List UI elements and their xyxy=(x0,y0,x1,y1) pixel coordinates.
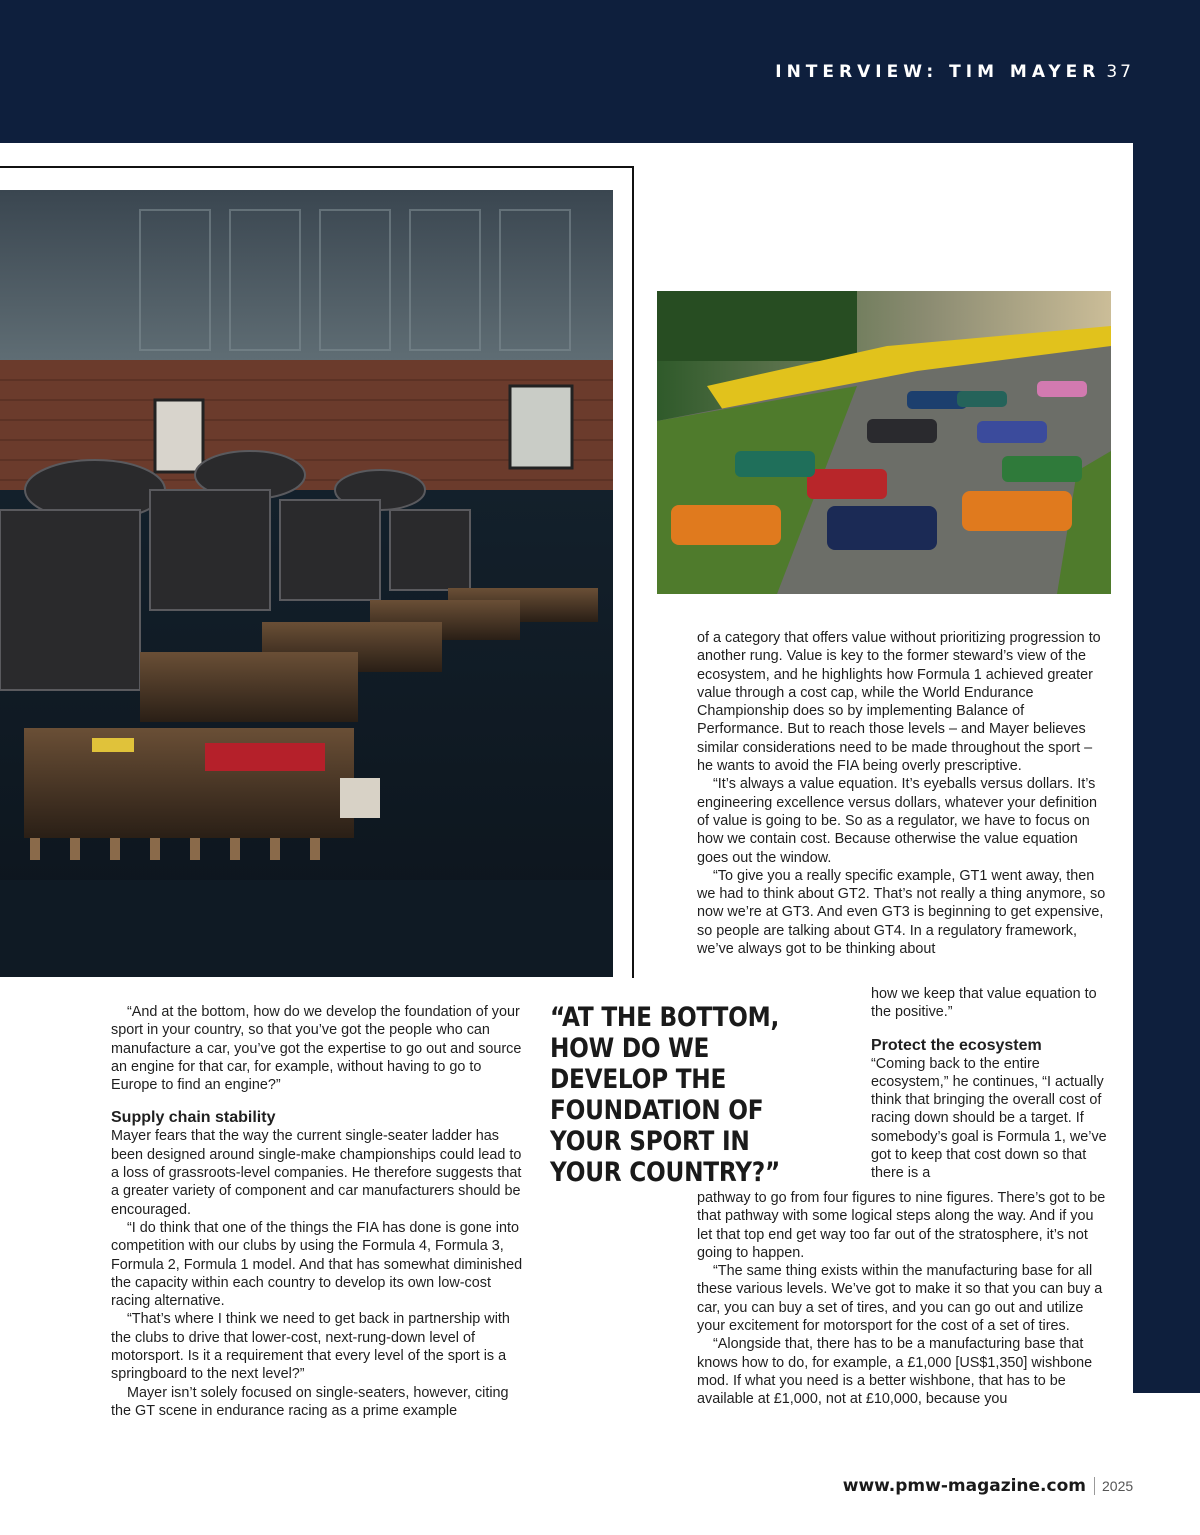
left-column xyxy=(111,1003,527,1420)
footer-url: www.pmw-magazine.com xyxy=(842,1476,1086,1496)
page-number: 37 xyxy=(1106,62,1134,82)
footer-year: 2025 xyxy=(1102,1478,1134,1494)
running-head xyxy=(775,62,1134,82)
paragraph: “That’s where I think we need to get back in partnership with the clubs to drive that lower-cost, next-rung-down level of motorsport. Is it a requirement that every level of the sport is a springboard to the next level?” xyxy=(111,1311,510,1383)
paragraph: “To give you a really specific example, GT1 went away, then we had to think about GT2. That’s not really a thing anymore, so now we’re at GT3. And even GT3 is beginning to get expensive, so people are talking about GT4. In a regulatory framework, we’ve always got to be thinking about xyxy=(697,867,1106,958)
paragraph: “Coming back to the entire ecosystem,” he continues, “I actually think that bringing the overall cost of racing down should be a target. If somebody’s goal is Formula 1, we’ve got to keep that cost down so that there is a xyxy=(871,1055,1107,1182)
section-title: INTERVIEW: TIM MAYER xyxy=(775,62,1101,82)
paragraph: Mayer fears that the way the current single-seater ladder has been designed around single-make championships could lead to a loss of grassroots-level companies. He therefore suggests that a greater variety of component and car manufacturers should be encouraged. xyxy=(111,1128,522,1218)
paragraph: “And at the bottom, how do we develop the foundation of your sport in your country, so that you’ve got the people who can manufacture a car, you’ve got the expertise to go out and source an engine for that car, for example, without having to go to Europe to find an engine?” xyxy=(111,1004,522,1094)
subheading-protect-ecosystem: Protect the ecosystem xyxy=(871,1036,1042,1054)
paragraph: how we keep that value equation to the positive.” xyxy=(871,986,1097,1021)
right-navy-strip xyxy=(1133,143,1200,1393)
paragraph: Mayer isn’t solely focused on single-seaters, however, citing the GT scene in endurance racing as a prime example xyxy=(111,1384,509,1419)
paragraph: “The same thing exists within the manufacturing base for all these various levels. We’ve got to make it so that you can buy a car, you can buy a set of tires, and you can go out and utilize your excitement for motorsport for the cost of a set of tires. xyxy=(697,1263,1103,1335)
paragraph: “Alongside that, there has to be a manufacturing base that knows how to do, for example, a £1,000 [US$1,350] wishbone mod. If what you need is a better wishbone, that has to be available at £1,000, not at £10,000, because you xyxy=(697,1336,1093,1408)
right-column-top xyxy=(697,629,1107,958)
paragraph: “I do think that one of the things the FIA has done is gone into competition with our clubs by using the Formula 4, Formula 3, Formula 2, Formula 1 model. And that has somewhat diminished the capacity within each country to develop its own low-cost racing alternative. xyxy=(111,1219,523,1310)
pull-quote: “AT THE BOTTOM, HOW DO WE DEVELOP THE FOUNDATION OF YOUR SPORT IN YOUR COUNTRY?” xyxy=(550,1002,780,1188)
right-column-bottom xyxy=(697,1189,1107,1409)
engine-display-photo xyxy=(0,190,613,977)
race-start-photo xyxy=(657,291,1111,594)
subheading-supply-chain: Supply chain stability xyxy=(111,1109,276,1127)
paragraph: “It’s always a value equation. It’s eyeballs versus dollars. It’s engineering excellence versus dollars, whatever your definition of value is going to be. So as a regulator, we have to focus on how we contain cost. Because otherwise the value equation goes out the window. xyxy=(697,776,1097,866)
right-column-narrow xyxy=(871,985,1107,1183)
footer-separator xyxy=(1094,1477,1095,1495)
paragraph: of a category that offers value without prioritizing progression to another rung. Value is key to the former steward’s view of the ecosystem, and he highlights how Formula 1 achieved greater value through a cost cap, while the World Endurance Championship does so by implementing Balance of Performance. But to reach those levels – and Mayer believes similar considerations need to be made throughout the sport – he wants to avoid the FIA being overly prescriptive. xyxy=(697,630,1101,775)
paragraph: pathway to go from four figures to nine figures. There’s got to be that pathway with some logical steps along the way. And if you let that top end get way too far out of the stratosphere, it’s not going to happen. xyxy=(697,1190,1106,1261)
